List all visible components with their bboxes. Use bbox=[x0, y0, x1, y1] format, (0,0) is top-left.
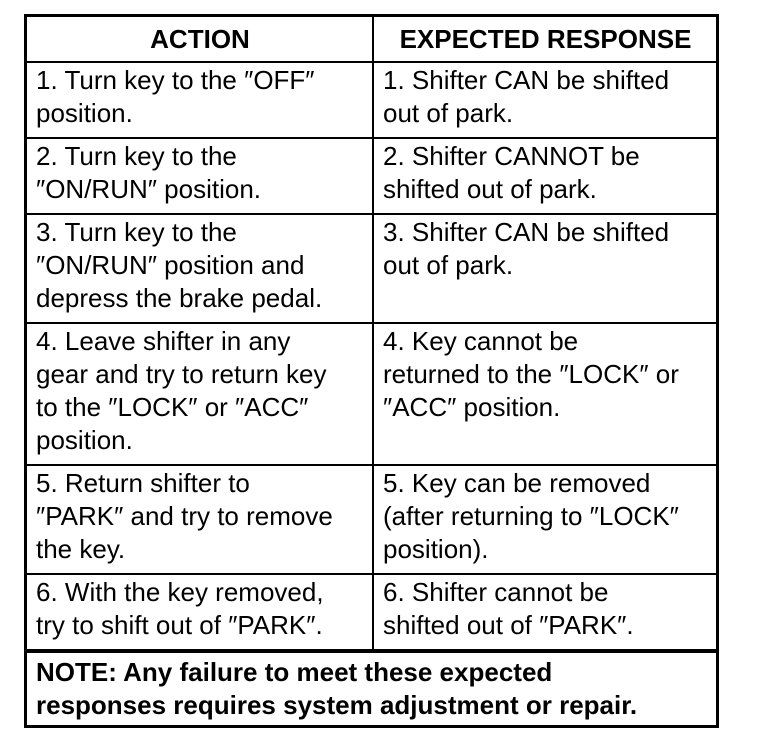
action-cell: 4. Leave shifter in any gear and try to return key to the ″LOCK″ or ″ACC″ position. bbox=[27, 323, 373, 465]
note-text: NOTE: Any failure to meet these expected responses requires system adjustment or repair. bbox=[27, 651, 716, 722]
response-cell: 6. Shifter cannot be shifted out of ″PARK″. bbox=[373, 574, 716, 650]
table-row bbox=[27, 323, 716, 465]
table-row bbox=[27, 214, 716, 323]
action-cell: 1. Turn key to the ″OFF″ position. bbox=[27, 62, 373, 138]
response-cell: 4. Key cannot be returned to the ″LOCK″ or ″ACC″ position. bbox=[373, 323, 716, 465]
action-cell: 3. Turn key to the ″ON/RUN″ position and depress the brake pedal. bbox=[27, 214, 373, 323]
table-row bbox=[27, 62, 716, 138]
header-expected-response: EXPECTED RESPONSE bbox=[373, 17, 716, 62]
check-procedure-table-frame bbox=[24, 14, 719, 728]
table-row bbox=[27, 138, 716, 214]
header-action: ACTION bbox=[27, 17, 373, 62]
header-row bbox=[27, 17, 716, 62]
response-cell: 2. Shifter CANNOT be shifted out of park. bbox=[373, 138, 716, 214]
action-cell: 2. Turn key to the ″ON/RUN″ position. bbox=[27, 138, 373, 214]
table-row bbox=[27, 574, 716, 650]
check-procedure-table bbox=[27, 17, 716, 651]
table-row bbox=[27, 465, 716, 574]
response-cell: 1. Shifter CAN be shifted out of park. bbox=[373, 62, 716, 138]
response-cell: 5. Key can be removed (after returning to ″LOCK″ position). bbox=[373, 465, 716, 574]
action-cell: 5. Return shifter to ″PARK″ and try to remove the key. bbox=[27, 465, 373, 574]
action-cell: 6. With the key removed, try to shift out of ″PARK″. bbox=[27, 574, 373, 650]
response-cell: 3. Shifter CAN be shifted out of park. bbox=[373, 214, 716, 323]
